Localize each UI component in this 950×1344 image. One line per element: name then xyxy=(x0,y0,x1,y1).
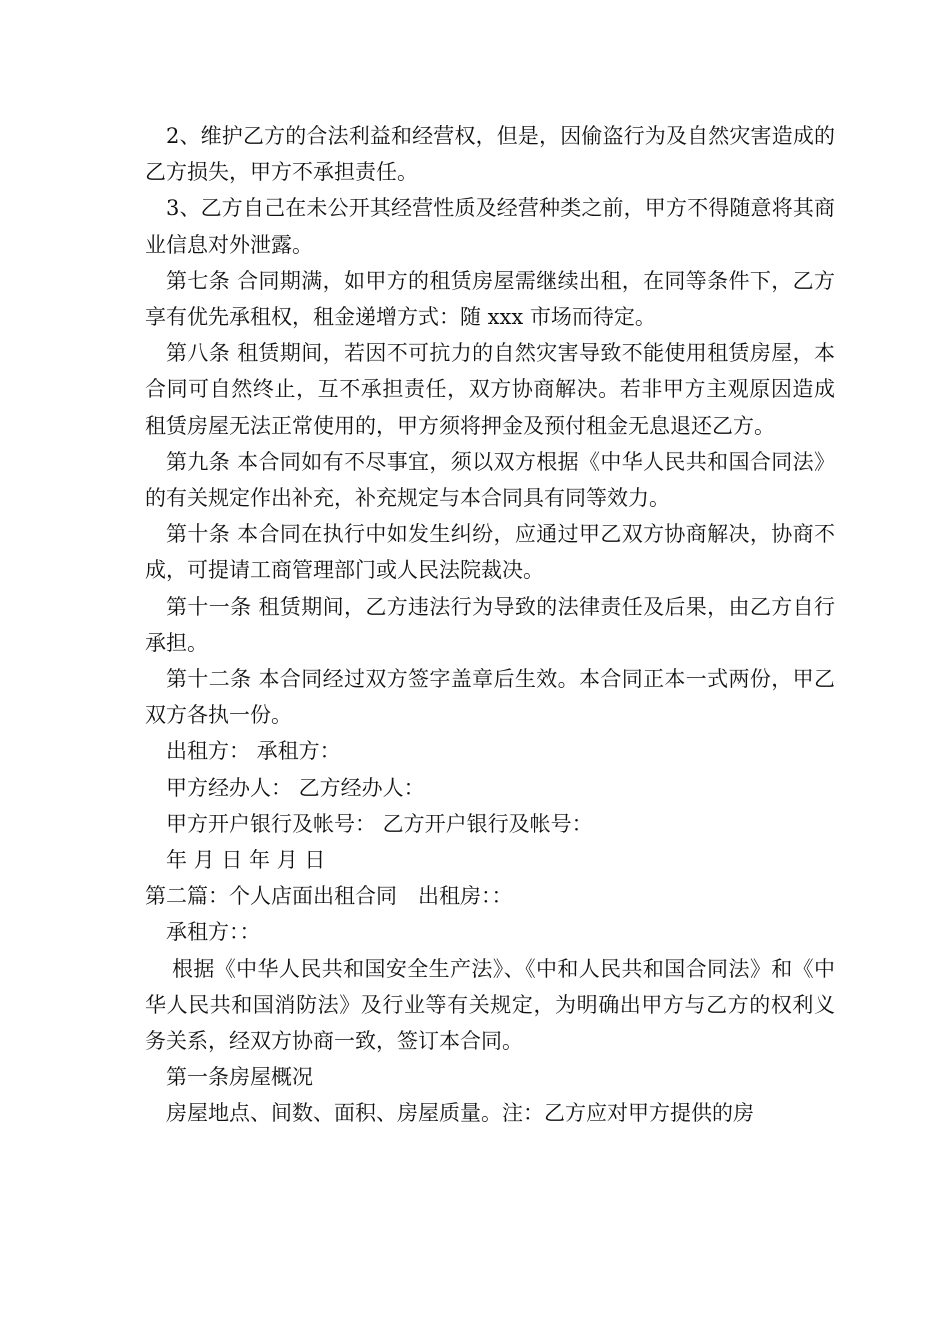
document-body xyxy=(145,118,835,1132)
signature-date-line: 年 月 日 年 月 日 xyxy=(166,848,326,873)
signature-parties-line: 出租方： 承租方： xyxy=(166,739,341,764)
article-9-paragraph: 第九条 本合同如有不尽事宜，须以双方根据《中华人民共和国合同法》的有关规定作出补充，补充规定与本合同具有同等效力。 xyxy=(145,449,835,511)
lessee-line: 承租方：： xyxy=(166,920,261,945)
article-1-heading: 第一条房屋概况 xyxy=(166,1065,313,1090)
second-contract-heading: 第二篇：个人店面出租合同 出租房：： xyxy=(145,884,513,909)
property-details-paragraph: 房屋地点、间数、面积、房屋质量。注：乙方应对甲方提供的房 xyxy=(166,1101,754,1126)
article-7-paragraph: 第七条 合同期满，如甲方的租赁房屋需继续出租，在同等条件下，乙方享有优先承租权，租金递增方式：随 xxx 市场而待定。 xyxy=(145,268,835,330)
preamble-paragraph: 根据《中华人民共和国安全生产法》、《中和人民共和国合同法》和《中华人民共和国消防法》及行业等有关规定，为明确出甲方与乙方的权利义务关系，经双方协商一致，签订本合同。 xyxy=(145,956,835,1054)
signature-agents-line: 甲方经办人： 乙方经办人： xyxy=(166,775,425,800)
article-11-paragraph: 第十一条 租赁期间，乙方违法行为导致的法律责任及后果，由乙方自行承担。 xyxy=(145,594,835,655)
clause-2-paragraph: 2、维护乙方的合法利益和经营权，但是，因偷盗行为及自然灾害造成的乙方损失，甲方不承担责任。 xyxy=(145,124,835,185)
clause-3-paragraph: 3、乙方自己在未公开其经营性质及经营种类之前，甲方不得随意将其商业信息对外泄露。 xyxy=(145,196,835,257)
article-8-paragraph: 第八条 租赁期间，若因不可抗力的自然灾害导致不能使用租赁房屋，本合同可自然终止，互不承担责任，双方协商解决。若非甲方主观原因造成租赁房屋无法正常使用的，甲方须将押金及预付租金无息退还乙方。 xyxy=(145,341,835,438)
article-10-paragraph: 第十条 本合同在执行中如发生纠纷，应通过甲乙双方协商解决，协商不成，可提请工商管理部门或人民法院裁决。 xyxy=(145,522,835,583)
signature-bank-line: 甲方开户银行及帐号： 乙方开户银行及帐号： xyxy=(166,811,593,836)
article-12-paragraph: 第十二条 本合同经过双方签字盖章后生效。本合同正本一式两份，甲乙双方各执一份。 xyxy=(145,667,835,728)
